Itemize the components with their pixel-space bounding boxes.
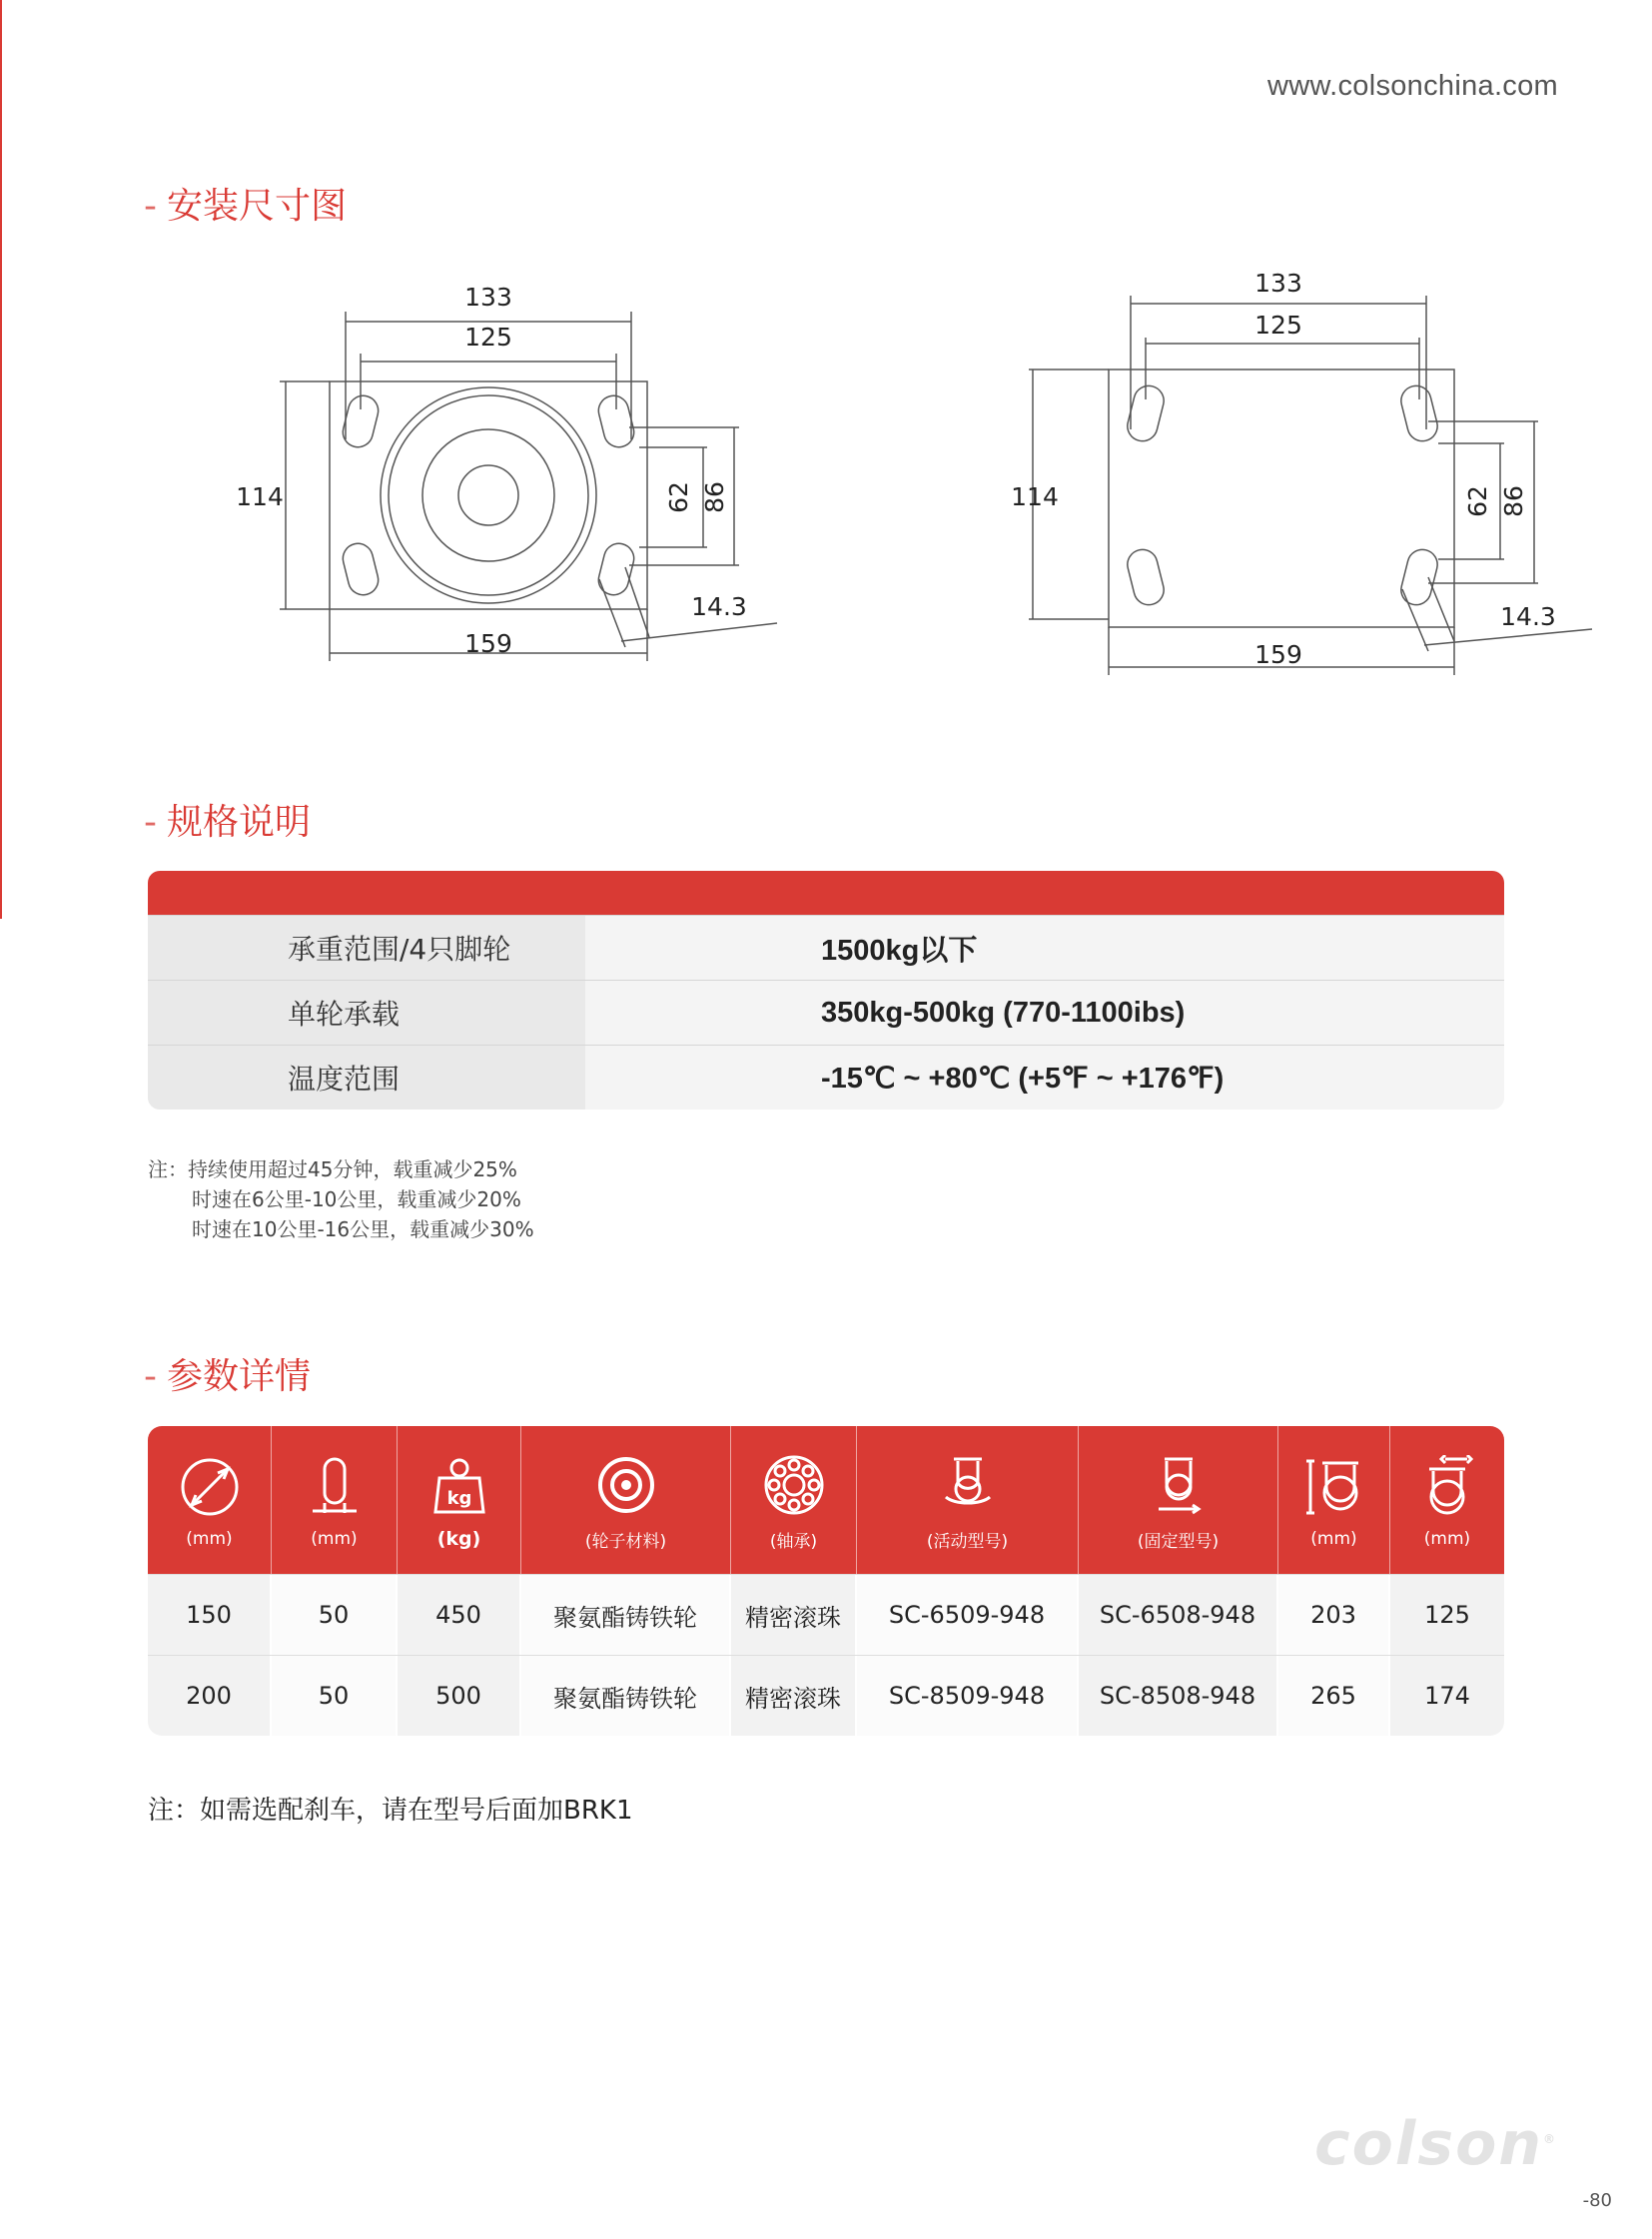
- cell-diameter: 150: [148, 1575, 272, 1655]
- spec-row: [148, 980, 1504, 1045]
- params-row: [148, 1574, 1504, 1655]
- spec-table-header: [148, 871, 1504, 915]
- header-unit: (mm): [311, 1529, 358, 1549]
- wheel-diameter-icon: [178, 1455, 242, 1519]
- cell-bearing: 精密滚珠: [731, 1575, 857, 1655]
- dim-159: 159: [1254, 640, 1302, 669]
- svg-text:kg: kg: [446, 1488, 471, 1509]
- header-unit: (轴承): [769, 1531, 818, 1552]
- section-title-params: - 参数详情: [144, 1356, 312, 1397]
- dim-125: 125: [464, 323, 512, 352]
- page-number: -80: [1582, 2190, 1612, 2211]
- header-unit: (kg): [436, 1528, 481, 1550]
- wheel-outer-circle: [381, 387, 596, 603]
- swivel-caster-icon: [936, 1453, 1000, 1517]
- section-title-install-text: 安装尺寸图: [167, 186, 348, 227]
- swivel-offset-icon: [1415, 1455, 1479, 1519]
- wheel-width-icon: [303, 1455, 367, 1519]
- spec-table: [148, 871, 1504, 1110]
- mount-slot: [1125, 546, 1168, 608]
- note-line: 时速在10公里-16公里，载重减少30%: [192, 1217, 534, 1241]
- dim-133: 133: [1254, 269, 1302, 298]
- spec-row: [148, 915, 1504, 980]
- params-row: [148, 1655, 1504, 1736]
- hub-circle: [458, 465, 518, 525]
- note-line: 注：持续使用超过45分钟，载重减少25%: [148, 1157, 517, 1181]
- rigid-caster-icon: [1147, 1453, 1211, 1517]
- cell-height: 203: [1278, 1575, 1390, 1655]
- page-edge-accent: [0, 0, 2, 919]
- website-url[interactable]: www.colsonchina.com: [1267, 70, 1558, 102]
- header-rigid-model: [1079, 1426, 1278, 1574]
- dim-62: 62: [664, 481, 693, 513]
- overall-height-icon: [1302, 1455, 1366, 1519]
- spec-value: -15℃ ~ +80℃ (+5℉ ~ +176℉): [585, 1046, 1504, 1110]
- header-unit: (活动型号): [926, 1531, 1009, 1552]
- spec-value: 350kg-500kg (770-1100ibs): [585, 981, 1504, 1045]
- dim-133: 133: [464, 283, 512, 312]
- dim-114: 114: [1011, 482, 1059, 511]
- spec-row: [148, 1045, 1504, 1110]
- dim-62: 62: [1463, 485, 1492, 517]
- header-wheel-width: [272, 1426, 398, 1574]
- cell-offset: 125: [1390, 1575, 1504, 1655]
- dim-14-3: 14.3: [1500, 602, 1556, 631]
- dim-159: 159: [464, 629, 512, 658]
- load-notes: [148, 1154, 534, 1244]
- mount-slot: [1398, 546, 1441, 608]
- cell-width: 50: [272, 1656, 398, 1736]
- mount-slot: [340, 540, 382, 598]
- note-line: 时速在6公里-10公里，载重减少20%: [192, 1187, 521, 1211]
- bearing-icon: [762, 1453, 826, 1517]
- header-unit: (轮子材料): [584, 1531, 667, 1552]
- cell-rigid-model: SC-8508-948: [1079, 1656, 1278, 1736]
- header-unit: (mm): [1310, 1529, 1357, 1549]
- brand-name: colson: [1314, 2109, 1544, 2179]
- header-unit: (mm): [186, 1529, 233, 1549]
- dim-114: 114: [236, 482, 284, 511]
- wheel-material-icon: [594, 1453, 658, 1517]
- cell-diameter: 200: [148, 1656, 272, 1736]
- mount-slot: [595, 540, 637, 598]
- cell-material: 聚氨酯铸铁轮: [521, 1575, 731, 1655]
- header-unit: (mm): [1423, 1529, 1471, 1549]
- mounting-diagram-swivel: [230, 270, 789, 689]
- section-title-params-text: 参数详情: [167, 1356, 312, 1397]
- brake-footnote: 注：如需选配刹车，请在型号后面加BRK1: [148, 1796, 633, 1826]
- section-title-spec: - 规格说明: [144, 802, 312, 843]
- header-height: [1278, 1426, 1390, 1574]
- section-title-spec-text: 规格说明: [167, 802, 312, 843]
- header-bearing: [731, 1426, 857, 1574]
- cell-bearing: 精密滚珠: [731, 1656, 857, 1736]
- cell-rigid-model: SC-6508-948: [1079, 1575, 1278, 1655]
- header-unit: (固定型号): [1137, 1531, 1220, 1552]
- spec-label: 承重范围/4只脚轮: [148, 916, 585, 980]
- spec-label: 单轮承载: [148, 981, 585, 1045]
- section-title-install: - 安装尺寸图: [144, 186, 348, 227]
- colson-logo: colson®: [1314, 2109, 1558, 2179]
- cell-load: 500: [398, 1656, 521, 1736]
- cell-swivel-model: SC-8509-948: [857, 1656, 1079, 1736]
- dim-86: 86: [1499, 485, 1528, 517]
- params-header: [148, 1426, 1504, 1574]
- header-swivel-model: [857, 1426, 1079, 1574]
- cell-width: 50: [272, 1575, 398, 1655]
- dim-125: 125: [1254, 311, 1302, 340]
- header-material: [521, 1426, 731, 1574]
- header-offset: [1390, 1426, 1504, 1574]
- params-table: [148, 1426, 1504, 1736]
- spec-value: 1500kg以下: [585, 916, 1504, 980]
- cell-swivel-model: SC-6509-948: [857, 1575, 1079, 1655]
- header-wheel-diameter: [148, 1426, 272, 1574]
- load-weight-icon: [427, 1454, 491, 1518]
- header-load: [398, 1426, 521, 1574]
- cell-height: 265: [1278, 1656, 1390, 1736]
- mounting-diagram-rigid: [1009, 260, 1608, 689]
- cell-material: 聚氨酯铸铁轮: [521, 1656, 731, 1736]
- dim-86: 86: [700, 481, 729, 513]
- cell-load: 450: [398, 1575, 521, 1655]
- dim-14-3: 14.3: [691, 592, 747, 621]
- cell-offset: 174: [1390, 1656, 1504, 1736]
- spec-label: 温度范围: [148, 1046, 585, 1110]
